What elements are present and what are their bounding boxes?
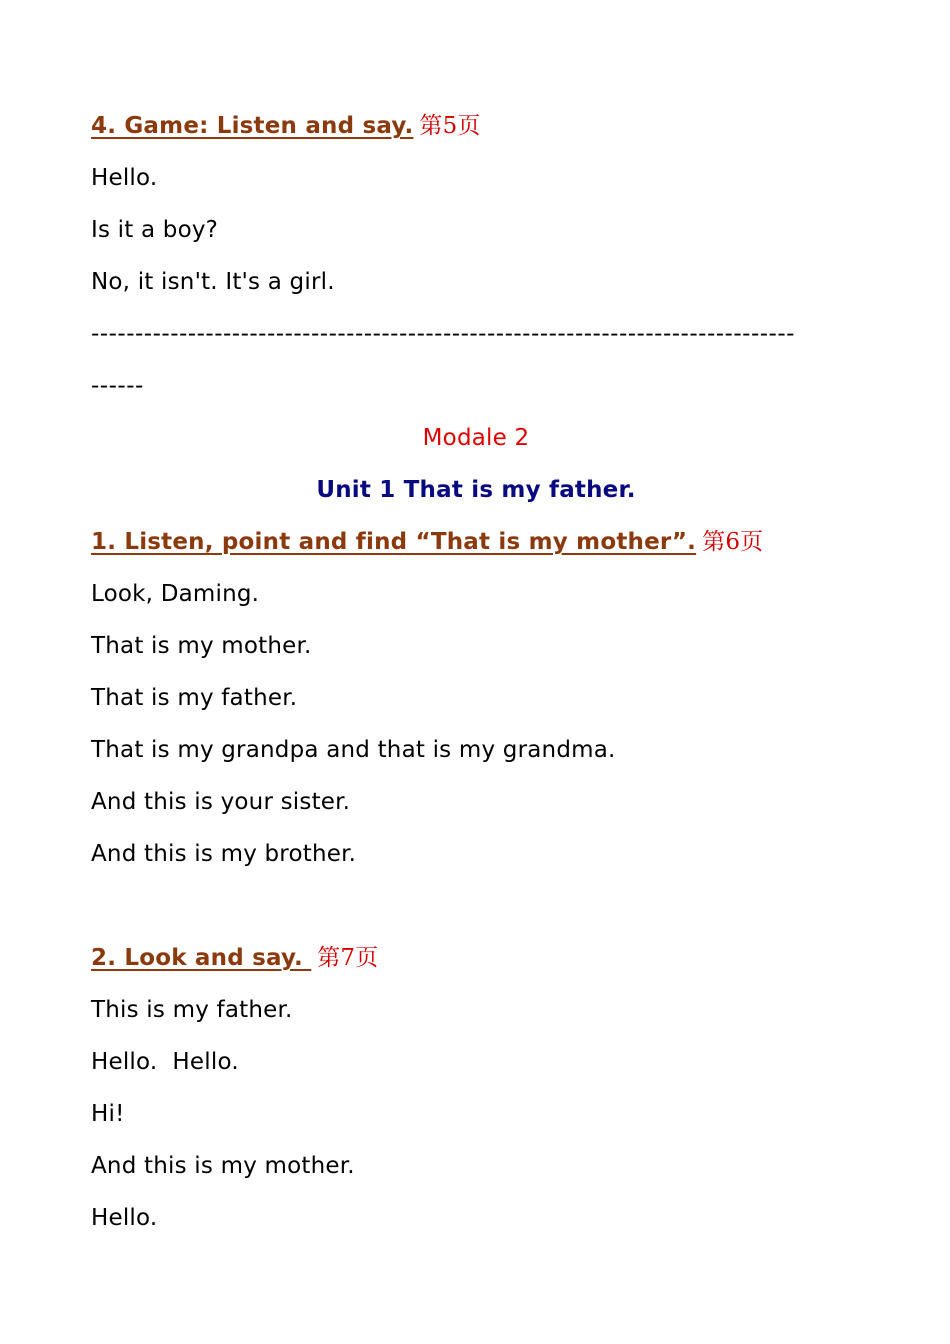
dialogue-line: Hello.	[91, 165, 158, 191]
section-4-page-ref: 第5页	[419, 113, 481, 139]
dialogue-line: That is my mother.	[91, 633, 312, 659]
section-2-page-ref: 第7页	[317, 945, 379, 971]
section-1-heading	[91, 520, 861, 572]
divider-line: --------------------------------------------------------------------------------	[91, 321, 795, 347]
dialogue-line: And this is my brother.	[91, 841, 357, 867]
dialogue-line: Hi!	[91, 1101, 125, 1127]
section-4-heading-text: 4. Game: Listen and say.	[91, 113, 414, 139]
dialogue-line: Hello. Hello.	[91, 1049, 239, 1075]
dialogue-line: And this is your sister.	[91, 789, 351, 815]
unit-title: Unit 1 That is my father.	[316, 477, 636, 503]
section-2-heading	[91, 936, 861, 988]
dialogue-line: Look, Daming.	[91, 581, 260, 607]
dialogue-line: No, it isn't. It's a girl.	[91, 269, 335, 295]
module-title: Modale 2	[422, 425, 530, 451]
dialogue-line: That is my father.	[91, 685, 298, 711]
dialogue-line: And this is my mother.	[91, 1153, 355, 1179]
dialogue-line: Hello.	[91, 1205, 158, 1231]
section-2-heading-text: 2. Look and say.	[91, 945, 312, 971]
document-page	[91, 104, 861, 1248]
section-4-heading	[91, 104, 861, 156]
dialogue-line: Is it a boy?	[91, 217, 219, 243]
blank-line	[91, 884, 861, 936]
dialogue-line: That is my grandpa and that is my grandma.	[91, 737, 616, 763]
dialogue-line: This is my father.	[91, 997, 293, 1023]
divider-line-end: ------	[91, 373, 144, 399]
section-1-page-ref: 第6页	[702, 529, 764, 555]
section-1-heading-text: 1. Listen, point and find “That is my mother”.	[91, 529, 697, 555]
